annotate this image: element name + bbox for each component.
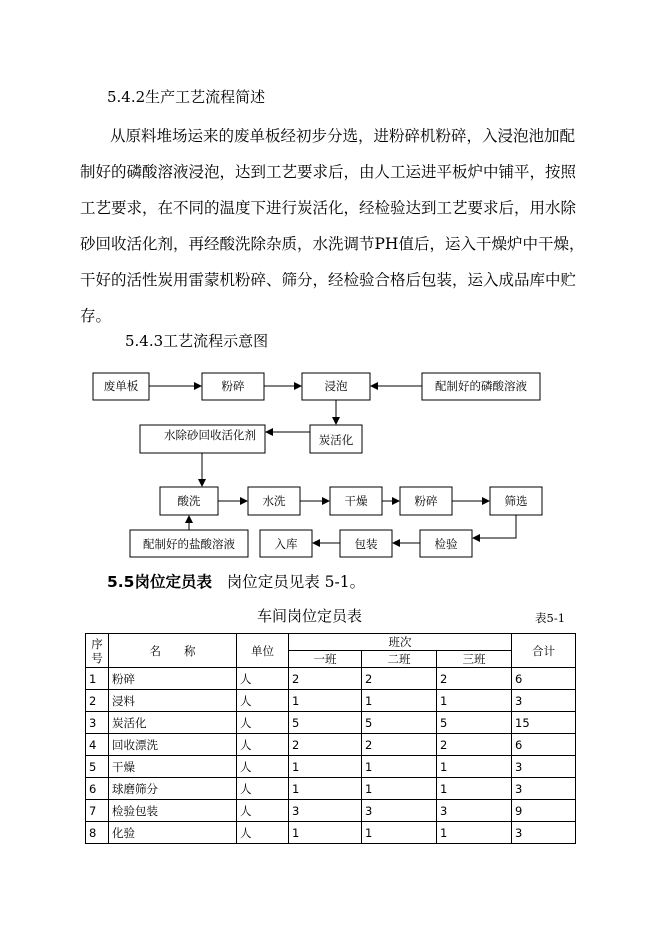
- cell-shift-3: 1: [437, 778, 512, 800]
- table-row: [86, 668, 576, 690]
- section-heading-5-4-3: 5.4.3工艺流程示意图: [125, 332, 269, 350]
- process-flowchart: [0, 360, 662, 565]
- description-line: 砂回收活化剂，再经酸洗除杂质，水洗调节PH值后，运入干燥炉中干燥，: [80, 235, 585, 253]
- node-label: 浸泡: [324, 379, 348, 393]
- table-row: [86, 756, 576, 778]
- node-label: 干燥: [344, 494, 368, 508]
- cell-unit: 人: [237, 778, 289, 800]
- cell-total: 15: [512, 712, 576, 734]
- cell-name: 浸料: [109, 690, 237, 712]
- description-line: 制好的磷酸溶液浸泡，达到工艺要求后，由人工运进平板炉中铺平，按照: [80, 163, 577, 181]
- cell-shift-1: 1: [289, 822, 362, 844]
- table-row: [86, 778, 576, 800]
- header-shift: 班次: [289, 634, 512, 651]
- table-row: [86, 712, 576, 734]
- cell-name: 干燥: [109, 756, 237, 778]
- node-label: 配制好的盐酸溶液: [143, 537, 235, 551]
- cell-shift-3: 2: [437, 668, 512, 690]
- section-5-5: [107, 570, 365, 592]
- cell-total: 6: [512, 668, 576, 690]
- cell-shift-1: 5: [289, 712, 362, 734]
- cell-name: 检验包装: [109, 800, 237, 822]
- cell-seq: 8: [86, 822, 109, 844]
- header-shift-2: 二班: [362, 651, 437, 668]
- cell-unit: 人: [237, 756, 289, 778]
- cell-total: 3: [512, 690, 576, 712]
- cell-shift-2: 3: [362, 800, 437, 822]
- cell-shift-3: 3: [437, 800, 512, 822]
- cell-unit: 人: [237, 690, 289, 712]
- table-caption: 车间岗位定员表: [257, 607, 363, 625]
- cell-total: 3: [512, 822, 576, 844]
- cell-shift-3: 1: [437, 690, 512, 712]
- node-label: 包装: [354, 537, 378, 551]
- node-label: 入库: [274, 537, 298, 551]
- cell-unit: 人: [237, 668, 289, 690]
- cell-seq: 3: [86, 712, 109, 734]
- cell-shift-2: 1: [362, 756, 437, 778]
- header-shift-1: 一班: [289, 651, 362, 668]
- node-label: 炭活化: [318, 433, 354, 447]
- header-seq: 序号: [86, 634, 109, 668]
- description-line: 存。: [80, 307, 112, 325]
- node-label: 检验: [434, 537, 458, 551]
- table-number: 表5-1: [535, 611, 566, 625]
- cell-seq: 6: [86, 778, 109, 800]
- table-header-row: [86, 634, 576, 651]
- cell-name: 化验: [109, 822, 237, 844]
- cell-shift-1: 2: [289, 734, 362, 756]
- cell-unit: 人: [237, 712, 289, 734]
- cell-shift-1: 3: [289, 800, 362, 822]
- header-name: 名 称: [109, 634, 237, 668]
- section-5-5-text: 岗位定员见表 5-1。: [226, 573, 366, 591]
- cell-shift-3: 1: [437, 756, 512, 778]
- section-heading-5-4-2: 5.4.2生产工艺流程简述: [107, 88, 266, 106]
- cell-name: 球磨筛分: [109, 778, 237, 800]
- cell-unit: 人: [237, 800, 289, 822]
- cell-shift-2: 1: [362, 822, 437, 844]
- cell-name: 炭活化: [109, 712, 237, 734]
- node-label: 粉碎: [414, 494, 438, 508]
- description-line: 从原料堆场运来的废单板经初步分选，进粉碎机粉碎，入浸泡池加配: [110, 127, 576, 145]
- cell-total: 3: [512, 778, 576, 800]
- description-line: 干好的活性炭用雷蒙机粉碎、筛分，经检验合格后包装，运入成品库中贮: [80, 271, 577, 289]
- cell-shift-2: 1: [362, 778, 437, 800]
- table-row: [86, 800, 576, 822]
- table-row: [86, 690, 576, 712]
- cell-shift-2: 2: [362, 734, 437, 756]
- header-unit: 单位: [237, 634, 289, 668]
- section-5-5-title: 5.5岗位定员表: [107, 573, 212, 591]
- process-description: [80, 118, 585, 334]
- table-row: [86, 734, 576, 756]
- node-label: 废单板: [103, 379, 139, 393]
- header-shift-3: 三班: [437, 651, 512, 668]
- cell-unit: 人: [237, 822, 289, 844]
- cell-shift-2: 5: [362, 712, 437, 734]
- cell-shift-3: 5: [437, 712, 512, 734]
- node-label: 水洗: [262, 494, 286, 508]
- cell-unit: 人: [237, 734, 289, 756]
- description-line: 工艺要求，在不同的温度下进行炭活化，经检验达到工艺要求后，用水除: [80, 199, 577, 217]
- cell-seq: 1: [86, 668, 109, 690]
- cell-seq: 5: [86, 756, 109, 778]
- cell-name: 回收漂洗: [109, 734, 237, 756]
- cell-name: 粉碎: [109, 668, 237, 690]
- cell-shift-1: 1: [289, 778, 362, 800]
- node-label: 粉碎: [221, 379, 245, 393]
- cell-shift-1: 1: [289, 690, 362, 712]
- cell-total: 9: [512, 800, 576, 822]
- cell-shift-3: 1: [437, 822, 512, 844]
- cell-seq: 7: [86, 800, 109, 822]
- table-row: [86, 822, 576, 844]
- cell-total: 6: [512, 734, 576, 756]
- node-label: 水除砂回收活化剂: [164, 428, 256, 442]
- cell-shift-2: 2: [362, 668, 437, 690]
- staffing-table: [85, 633, 576, 844]
- node-label: 配制好的磷酸溶液: [435, 379, 527, 393]
- node-label: 酸洗: [177, 494, 201, 508]
- node-label: 筛选: [504, 494, 528, 508]
- cell-shift-2: 1: [362, 690, 437, 712]
- cell-total: 3: [512, 756, 576, 778]
- cell-shift-1: 2: [289, 668, 362, 690]
- header-total: 合计: [512, 634, 576, 668]
- cell-seq: 4: [86, 734, 109, 756]
- cell-seq: 2: [86, 690, 109, 712]
- cell-shift-1: 1: [289, 756, 362, 778]
- arrow: [473, 515, 516, 538]
- cell-shift-3: 2: [437, 734, 512, 756]
